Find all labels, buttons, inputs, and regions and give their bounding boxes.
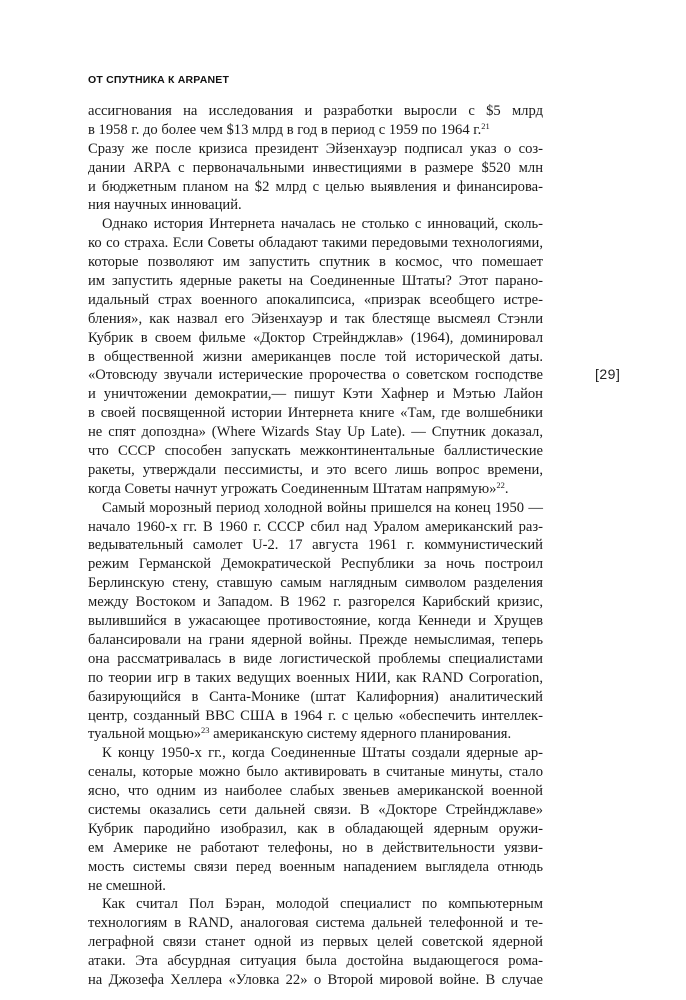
text-line: [88, 178, 543, 197]
footnote-ref: 22: [496, 479, 505, 490]
text-line: [88, 536, 543, 555]
text-line: [88, 442, 543, 461]
line-text: что СССР способен запускать межконтинентальные баллистические: [88, 443, 543, 460]
footnote-ref: 23: [201, 725, 210, 736]
line-text: Самый морозный период холодной войны пришелся на конец 1950 —: [102, 499, 543, 516]
text-line: [88, 744, 543, 763]
line-text: и бюджетным планом на $2 млрд с целью выявления и финансирова-: [88, 178, 543, 195]
text-body: [88, 102, 543, 990]
line-text: Сразу же после кризиса президент Эйзенхауэр подписал указ о соз-: [88, 140, 543, 157]
line-text: дании ARPA с первоначальными инвестициями в размере $520 млн: [88, 159, 543, 176]
text-line: [88, 669, 543, 688]
text-line: [88, 858, 543, 877]
text-line: [88, 782, 543, 801]
text-line: [88, 196, 543, 215]
text-line: [88, 518, 543, 537]
line-text: ведывательный самолет U-2. 17 августа 1961 г. коммунистический: [88, 537, 543, 554]
text-line: [88, 499, 543, 518]
line-tail: американскую систему ядерного планирования.: [209, 726, 512, 743]
text-line: [88, 140, 543, 159]
line-text: по теории игр в таких ведущих военных НИИ, как RAND Corporation,: [88, 669, 543, 686]
line-text: когда Советы начнут угрожать Соединенным Штатам напрямую»: [88, 480, 497, 497]
line-text: мость системы связи перед военным нападением выглядела отнюдь: [88, 858, 543, 875]
text-line: [88, 820, 543, 839]
text-line: [88, 159, 543, 178]
line-text: и уничтожении демократии,— пишут Кэти Хафнер и Мэтью Лайон: [88, 386, 543, 403]
line-tail: .: [504, 480, 509, 497]
line-text: Кубрик в своем фильме «Доктор Стрейнджлав» (1964), доминировал: [88, 329, 543, 346]
line-text: К концу 1950-х гг., когда Соединенные Штаты создали ядерные ар-: [102, 745, 543, 762]
line-text: центр, созданный ВВС США в 1964 г. с целью «обеспечить интеллек-: [88, 707, 543, 724]
line-text: которые позволяют им запустить спутник в космос, что помешает: [88, 254, 543, 271]
text-line: [88, 404, 543, 423]
line-text: не смешной.: [88, 877, 166, 894]
text-line: [88, 272, 543, 291]
text-line: [88, 385, 543, 404]
text-line: [88, 707, 543, 726]
line-text: ракеты, утверждали пессимисты, и это всего лишь вопрос времени,: [88, 461, 543, 478]
line-text: им запустить ядерные ракеты на Соединенные Штаты? Этот парано-: [88, 273, 543, 290]
text-line: [88, 593, 543, 612]
text-line: [88, 121, 543, 140]
line-text: она рассматривалась в виде логистической проблемы специалистами: [88, 650, 543, 667]
line-text: начало 1960-х гг. В 1960 г. СССР сбил над Уралом американский раз-: [88, 518, 543, 535]
line-text: Однако история Интернета началась не столько с инноваций, сколь-: [102, 216, 543, 233]
line-text: идальный страх военного апокалипсиса, «призрак всеобщего истре-: [88, 291, 543, 308]
text-line: [88, 310, 543, 329]
line-text: между Востоком и Западом. В 1962 г. разгорелся Карибский кризис,: [88, 594, 543, 611]
line-text: не спят допоздна» (Where Wizards Stay Up Late). — Спутник доказал,: [88, 424, 543, 441]
text-line: [88, 725, 543, 744]
text-line: [88, 480, 543, 499]
text-line: [88, 612, 543, 631]
text-line: [88, 366, 543, 385]
footnote-ref: 21: [481, 120, 490, 131]
line-text: Берлинскую стену, ставшую самым наглядным символом разделения: [88, 575, 543, 592]
text-line: [88, 914, 543, 933]
line-text: туальной мощью»: [88, 726, 202, 743]
text-line: [88, 555, 543, 574]
line-text: базирующийся в Санта-Монике (штат Калифорния) аналитический: [88, 688, 543, 705]
text-line: [88, 234, 543, 253]
text-line: [88, 102, 543, 121]
text-line: [88, 423, 543, 442]
text-line: [88, 291, 543, 310]
text-line: [88, 952, 543, 971]
line-text: атаки. Эта абсурдная ситуация была достойна выдающегося рома-: [88, 953, 543, 970]
text-line: [88, 763, 543, 782]
line-text: вылившийся в ужасающее противостояние, когда Кеннеди и Хрущев: [88, 613, 543, 630]
text-line: [88, 253, 543, 272]
line-text: Как считал Пол Бэран, молодой специалист по компьютерным: [102, 896, 543, 913]
line-text: на Джозефа Хеллера «Уловка 22» о Второй мировой войне. В случае: [88, 971, 543, 988]
line-text: режим Германской Демократической Республики за ночь построил: [88, 556, 543, 573]
text-line: [88, 971, 543, 990]
running-head: ОТ СПУТНИКА К ARPANET: [88, 74, 230, 86]
text-line: [88, 215, 543, 234]
line-text: ния научных инноваций.: [88, 197, 242, 214]
text-line: [88, 329, 543, 348]
line-text: Кубрик пародийно изобразил, как в обладающей ядерным оружи-: [88, 820, 543, 837]
text-line: [88, 688, 543, 707]
line-text: ем Америке не работают телефоны, но в действительности уязви-: [88, 839, 543, 856]
text-line: [88, 895, 543, 914]
line-text: в общественной жизни американцев после той исторической даты.: [88, 348, 543, 365]
line-text: «Отовсюду звучали истерические пророчества о советском господстве: [88, 367, 543, 384]
line-text: сеналы, которые можно было активировать в считаные минуты, стало: [88, 764, 543, 781]
line-text: леграфной связи станет одной из первых целей советской ядерной: [88, 934, 543, 951]
text-line: [88, 348, 543, 367]
line-text: ясно, что одним из наиболее слабых звеньев американской военной: [88, 783, 543, 800]
text-line: [88, 801, 543, 820]
text-line: [88, 650, 543, 669]
text-line: [88, 877, 543, 896]
line-text: ко со страха. Если Советы обладают такими передовыми технологиями,: [88, 235, 543, 252]
line-text: в 1958 г. до более чем $13 млрд в год в период с 1959 по 1964 г.: [88, 121, 482, 138]
line-text: системы оказались сети дальней связи. В «Докторе Стрейнджлаве»: [88, 801, 543, 818]
text-line: [88, 631, 543, 650]
line-text: бления», как назвал его Эйзенхауэр и так блестяще высмеял Стэнли: [88, 310, 543, 327]
text-line: [88, 461, 543, 480]
line-text: балансировали на грани ядерной войны. Прежде немыслимая, теперь: [88, 631, 543, 648]
text-line: [88, 574, 543, 593]
line-text: ассигнования на исследования и разработки выросли с $5 млрд: [88, 103, 543, 119]
line-text: технологиям в RAND, аналоговая система дальней телефонной и те-: [88, 915, 543, 932]
page-number: [29]: [595, 366, 621, 382]
text-line: [88, 839, 543, 858]
line-text: в своей посвященной истории Интернета книге «Там, где волшебники: [88, 405, 543, 422]
text-line: [88, 933, 543, 952]
